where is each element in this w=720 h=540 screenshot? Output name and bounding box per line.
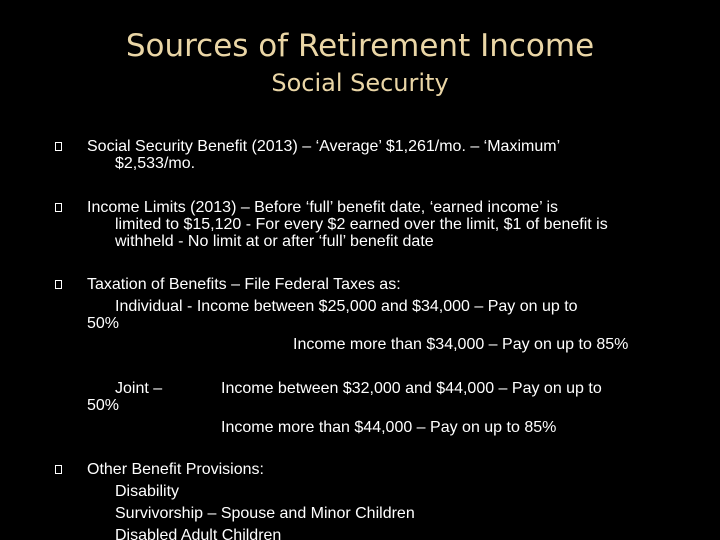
bullet-3-line-7: 50% <box>87 397 120 414</box>
bullet-1-line-2: $2,533/mo. <box>115 155 196 172</box>
bullet-2-line-1: Income Limits (2013) – Before ‘full’ benefit date, ‘earned income’ is <box>87 199 559 216</box>
bullet-3-line-1: Taxation of Benefits – File Federal Taxes as: <box>87 276 401 293</box>
bullet-4-line-1: Other Benefit Provisions: <box>87 461 264 478</box>
bullet-box-icon <box>55 465 62 474</box>
bullet-3-line-6: Income between $32,000 and $44,000 – Pay on up to <box>221 380 602 397</box>
bullet-2-line-2: limited to $15,120 - For every $2 earned over the limit, $1 of benefit is <box>115 216 608 233</box>
bullet-3-line-3: 50% <box>87 315 120 332</box>
bullet-3-line-2: Individual - Income between $25,000 and $34,000 – Pay on up to <box>115 298 578 315</box>
bullet-4-line-3: Survivorship – Spouse and Minor Children <box>115 505 415 522</box>
bullet-1-line-1: Social Security Benefit (2013) – ‘Average’ $1,261/mo. – ‘Maximum’ <box>87 138 561 155</box>
bullet-3-line-5: Joint – <box>115 380 163 397</box>
bullet-2-line-3: withheld - No limit at or after ‘full’ benefit date <box>115 233 434 250</box>
bullet-4-line-4: Disabled Adult Children <box>115 527 282 540</box>
bullet-4-line-2: Disability <box>115 483 180 500</box>
bullet-3-line-8: Income more than $44,000 – Pay on up to 85% <box>221 419 557 436</box>
slide-subtitle: Social Security <box>271 69 449 97</box>
bullet-box-icon <box>55 280 62 289</box>
bullet-box-icon <box>55 203 62 212</box>
slide-title: Sources of Retirement Income <box>125 28 595 64</box>
bullet-3-line-4: Income more than $34,000 – Pay on up to 85% <box>293 336 629 353</box>
bullet-box-icon <box>55 142 62 151</box>
